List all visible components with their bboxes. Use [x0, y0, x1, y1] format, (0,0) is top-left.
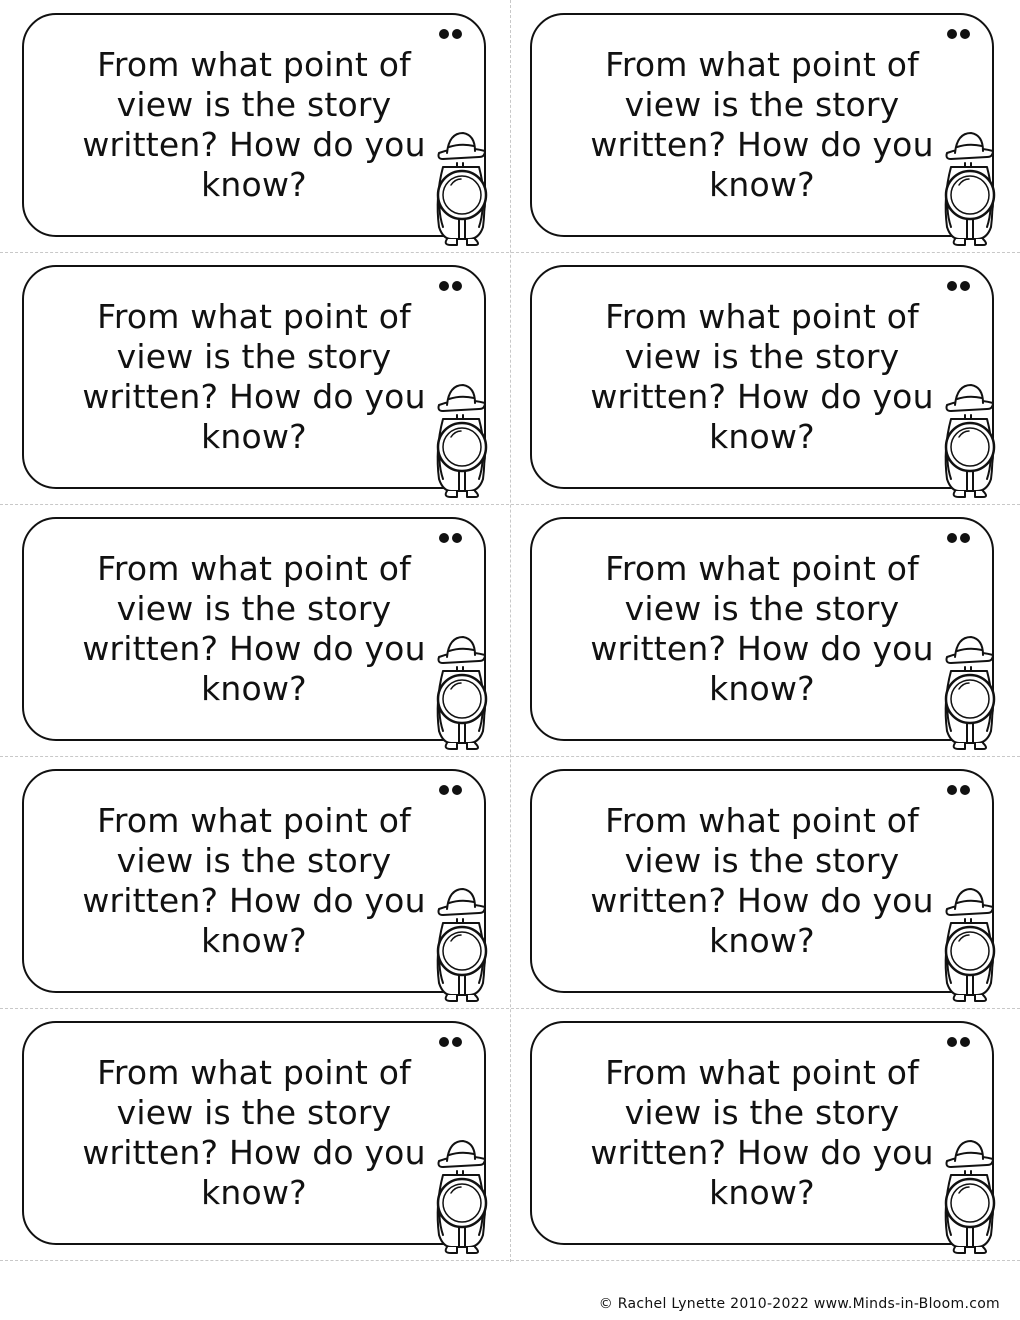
two-dots-icon	[439, 785, 462, 795]
two-dots-icon	[439, 533, 462, 543]
two-dots-icon	[947, 281, 970, 291]
two-dots-icon	[439, 1037, 462, 1047]
copyright-footer: © Rachel Lynette 2010-2022 www.Minds-in-Bloom.com	[598, 1296, 1000, 1312]
task-card-10	[530, 1021, 994, 1245]
detective-magnifier-icon	[429, 1135, 491, 1257]
detective-magnifier-icon	[429, 883, 491, 1005]
two-dots-icon	[947, 1037, 970, 1047]
task-card-4	[530, 265, 994, 489]
card-question: From what point of view is the story written? How do you know?	[82, 45, 426, 204]
task-card-5	[22, 517, 486, 741]
vertical-cut-line	[510, 0, 511, 1262]
task-card-6	[530, 517, 994, 741]
horizontal-cut-line	[0, 252, 1020, 253]
card-question: From what point of view is the story written? How do you know?	[82, 801, 426, 960]
two-dots-icon	[439, 29, 462, 39]
detective-magnifier-icon	[429, 631, 491, 753]
detective-magnifier-icon	[937, 379, 999, 501]
card-question: From what point of view is the story written? How do you know?	[590, 1053, 934, 1212]
card-question: From what point of view is the story written? How do you know?	[590, 801, 934, 960]
task-card-2	[530, 13, 994, 237]
task-card-9	[22, 1021, 486, 1245]
card-question: From what point of view is the story written? How do you know?	[82, 1053, 426, 1212]
task-card-7	[22, 769, 486, 993]
two-dots-icon	[947, 785, 970, 795]
detective-magnifier-icon	[937, 631, 999, 753]
card-question: From what point of view is the story written? How do you know?	[590, 297, 934, 456]
card-question: From what point of view is the story written? How do you know?	[590, 549, 934, 708]
detective-magnifier-icon	[937, 883, 999, 1005]
task-card-1	[22, 13, 486, 237]
detective-magnifier-icon	[429, 127, 491, 249]
task-card-8	[530, 769, 994, 993]
card-question: From what point of view is the story written? How do you know?	[590, 45, 934, 204]
task-card-3	[22, 265, 486, 489]
two-dots-icon	[439, 281, 462, 291]
detective-magnifier-icon	[937, 1135, 999, 1257]
horizontal-cut-line	[0, 504, 1020, 505]
two-dots-icon	[947, 533, 970, 543]
detective-magnifier-icon	[937, 127, 999, 249]
horizontal-cut-line	[0, 1260, 1020, 1261]
card-question: From what point of view is the story written? How do you know?	[82, 297, 426, 456]
two-dots-icon	[947, 29, 970, 39]
horizontal-cut-line	[0, 756, 1020, 757]
detective-magnifier-icon	[429, 379, 491, 501]
card-question: From what point of view is the story written? How do you know?	[82, 549, 426, 708]
horizontal-cut-line	[0, 1008, 1020, 1009]
